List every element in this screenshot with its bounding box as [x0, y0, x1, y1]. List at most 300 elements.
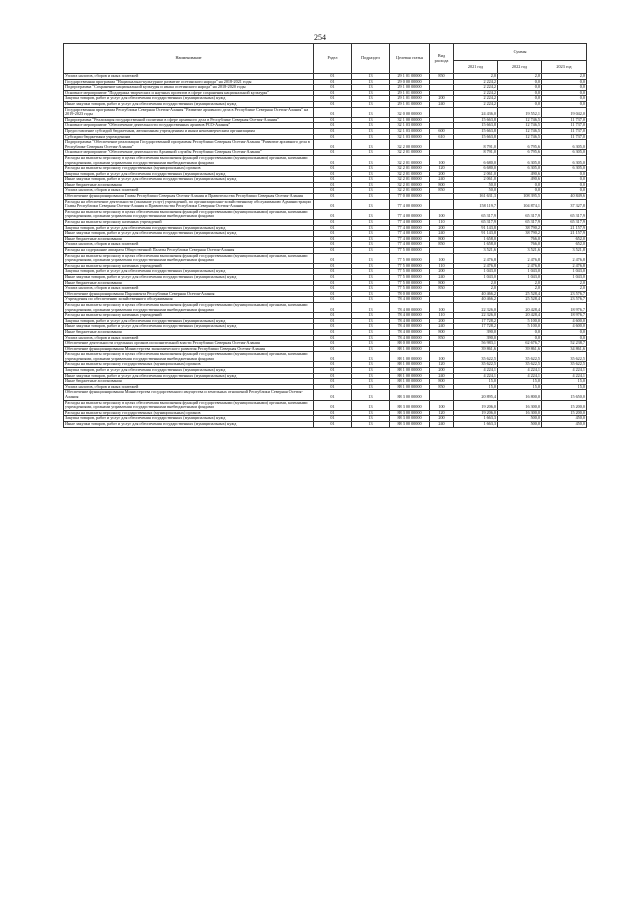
cell-section: 01 [314, 346, 352, 352]
cell-name: Уплата налогов, сборов и иных платежей [64, 242, 314, 248]
cell-target-article: 88 1 00 00000 [390, 373, 430, 379]
cell-expense-type: 200 [430, 171, 454, 177]
cell-subsection: 13 [352, 269, 390, 275]
cell-expense-type: 850 [430, 286, 454, 292]
cell-target-article: 77 0 00 00000 [390, 194, 430, 200]
cell-name: Государственная программа "Национально-культурное развитие осетинского народа" на 2018-2021 годы [64, 79, 314, 85]
cell-sum-2022: 500,0 [498, 416, 542, 422]
cell-name: Подпрограмма "Обеспечение реализации Государственной программы Республики Северная Осетия-Алания "Развитие архивного дела в Республике Северная Осетия-Алания" [64, 140, 314, 150]
cell-target-article: 88 0 00 00000 [390, 341, 430, 347]
cell-subsection: 13 [352, 329, 390, 335]
cell-section: 01 [314, 291, 352, 297]
cell-subsection: 13 [352, 286, 390, 292]
cell-section: 01 [314, 329, 352, 335]
cell-section: 01 [314, 362, 352, 368]
cell-sum-2023: 52 238,7 [542, 341, 587, 347]
cell-target-article: 77 4 00 00000 [390, 199, 430, 209]
cell-sum-2022: 3 521,6 [498, 248, 542, 254]
cell-target-article: 88 1 00 00000 [390, 368, 430, 374]
cell-section: 01 [314, 410, 352, 416]
cell-sum-2023: 40 849,6 [542, 194, 587, 200]
cell-subsection: 13 [352, 297, 390, 303]
cell-sum-2021: 1 043,0 [454, 269, 498, 275]
cell-sum-2022: 104 874,1 [498, 199, 542, 209]
cell-sum-2022: 6 795,6 [498, 150, 542, 156]
cell-sum-2022: 6 305,0 [498, 166, 542, 172]
cell-section: 01 [314, 90, 352, 96]
cell-sum-2022: 766,0 [498, 242, 542, 248]
cell-name: Субсидии бюджетным учреждениям [64, 134, 314, 140]
cell-subsection: 13 [352, 384, 390, 390]
cell-name: Расходы на содержание аппарата Общественной Палаты Республики Северная Осетия-Алания [64, 248, 314, 254]
cell-name: Расходы на выплаты персоналу казенных учреждений [64, 220, 314, 226]
cell-section: 01 [314, 107, 352, 117]
cell-name: Расходы на обеспечение деятельности (оказание услуг) учреждений, по организационно-хозяйственному обслуживанию Администрации Главы Республики Северная Осетия-Алания и Правительства Республики Северная Осетия-Алания [64, 199, 314, 209]
table-row [64, 422, 587, 428]
cell-sum-2023: 0,0 [542, 171, 587, 177]
cell-sum-2021: 15 663,8 [454, 128, 498, 134]
cell-sum-2021: 50,0 [454, 188, 498, 194]
cell-sum-2021: 91 143,8 [454, 231, 498, 237]
cell-sum-2023: 65 317,9 [542, 220, 587, 226]
table-row [64, 209, 587, 219]
cell-sum-2021: 2 224,2 [454, 101, 498, 107]
cell-sum-2022: 2 476,8 [498, 263, 542, 269]
cell-target-article: 77 5 00 00000 [390, 253, 430, 263]
cell-expense-type: 800 [430, 379, 454, 385]
cell-sum-2021: 35 622,5 [454, 352, 498, 362]
cell-expense-type: 600 [430, 128, 454, 134]
cell-target-article: 32 2 01 00000 [390, 177, 430, 183]
cell-subsection: 13 [352, 318, 390, 324]
cell-name: Закупка товаров, работ и услуг для обеспечения государственных (муниципальных) нужд [64, 368, 314, 374]
cell-sum-2022: 766,0 [498, 236, 542, 242]
cell-sum-2021: 2,0 [454, 74, 498, 80]
cell-subsection: 13 [352, 313, 390, 319]
cell-section: 01 [314, 416, 352, 422]
cell-name: Закупка товаров, работ и услуг для обеспечения государственных (муниципальных) нужд [64, 269, 314, 275]
cell-sum-2021: 2 061,0 [454, 177, 498, 183]
cell-name: Уплата налогов, сборов и иных платежей [64, 188, 314, 194]
cell-sum-2023: 0,0 [542, 79, 587, 85]
cell-sum-2023: 21 157,9 [542, 225, 587, 231]
cell-target-article: 32 2 01 00000 [390, 171, 430, 177]
page-number: 254 [314, 33, 326, 42]
cell-sum-2022: 15,0 [498, 384, 542, 390]
cell-expense-type: 850 [430, 188, 454, 194]
cell-subsection: 13 [352, 352, 390, 362]
cell-expense-type: 100 [430, 209, 454, 219]
cell-subsection: 13 [352, 107, 390, 117]
header-target-article: Целевая статья [390, 44, 430, 74]
cell-target-article: 29 1 01 00000 [390, 96, 430, 102]
cell-expense-type [430, 107, 454, 117]
cell-expense-type: 100 [430, 302, 454, 312]
cell-expense-type: 850 [430, 242, 454, 248]
header-expense-type: Вид расхода [430, 44, 454, 74]
cell-sum-2023: 23 576,7 [542, 297, 587, 303]
cell-section: 01 [314, 101, 352, 107]
cell-target-article: 29 1 01 00000 [390, 90, 430, 96]
cell-expense-type [430, 390, 454, 400]
cell-expense-type: 240 [430, 231, 454, 237]
cell-name: Иные закупки товаров, работ и услуг для обеспечения государственных (муниципальных) нужд [64, 274, 314, 280]
cell-target-article: 32 1 03 00000 [390, 123, 430, 129]
cell-sum-2023: 15 650,0 [542, 390, 587, 400]
cell-sum-2021: 2 224,2 [454, 90, 498, 96]
cell-sum-2022: 65 317,9 [498, 220, 542, 226]
cell-subsection: 13 [352, 128, 390, 134]
cell-section: 01 [314, 324, 352, 330]
cell-section: 01 [314, 263, 352, 269]
cell-target-article: 88 1 00 00000 [390, 362, 430, 368]
cell-expense-type: 800 [430, 182, 454, 188]
cell-sum-2022: 6 795,6 [498, 140, 542, 150]
cell-target-article: 29 1 01 00000 [390, 101, 430, 107]
cell-section: 01 [314, 117, 352, 123]
cell-name: Иные закупки товаров, работ и услуг для обеспечения государственных (муниципальных) нужд [64, 177, 314, 183]
cell-sum-2021: 8 791,0 [454, 140, 498, 150]
cell-section: 01 [314, 85, 352, 91]
cell-sum-2022: 35 622,5 [498, 362, 542, 368]
table-row [64, 155, 587, 165]
cell-sum-2021: 19 206,0 [454, 410, 498, 416]
cell-name: Уплата налогов, сборов и иных платежей [64, 384, 314, 390]
table-body [64, 74, 587, 428]
cell-name: Уплата налогов, сборов и иных платежей [64, 335, 314, 341]
cell-expense-type: 240 [430, 177, 454, 183]
cell-section: 01 [314, 140, 352, 150]
cell-target-article: 32 2 00 00000 [390, 140, 430, 150]
cell-sum-2021: 40 466,2 [454, 291, 498, 297]
cell-name: Закупка товаров, работ и услуг для обеспечения государственных (муниципальных) нужд [64, 171, 314, 177]
cell-target-article: 78 4 00 00000 [390, 313, 430, 319]
cell-subsection: 13 [352, 140, 390, 150]
cell-name: Иные бюджетные ассигнования [64, 182, 314, 188]
cell-subsection: 13 [352, 220, 390, 226]
cell-name: Иные закупки товаров, работ и услуг для обеспечения государственных (муниципальных) нужд [64, 231, 314, 237]
cell-sum-2023: 0,0 [542, 182, 587, 188]
cell-name: Закупка товаров, работ и услуг для обеспечения государственных (муниципальных) нужд [64, 318, 314, 324]
cell-sum-2023: 11 737,0 [542, 134, 587, 140]
cell-name: Учреждения по обеспечению хозяйственного обслуживания [64, 297, 314, 303]
cell-section: 01 [314, 297, 352, 303]
cell-sum-2021: 24 436,0 [454, 107, 498, 117]
cell-sum-2023: 4 224,1 [542, 368, 587, 374]
cell-subsection: 13 [352, 263, 390, 269]
cell-subsection: 13 [352, 123, 390, 129]
cell-sum-2023: 4 600,0 [542, 324, 587, 330]
cell-sum-2023: 3 521,8 [542, 248, 587, 254]
cell-sum-2023: 2,0 [542, 74, 587, 80]
cell-target-article: 32 2 01 00000 [390, 150, 430, 156]
cell-subsection: 13 [352, 346, 390, 352]
cell-sum-2023: 6 305,0 [542, 140, 587, 150]
cell-sum-2023: 19 042,0 [542, 107, 587, 117]
cell-sum-2023: 652,0 [542, 242, 587, 248]
cell-section: 01 [314, 225, 352, 231]
cell-sum-2023: 0,0 [542, 188, 587, 194]
header-year-2023: 2023 год [542, 61, 587, 74]
cell-sum-2021: 17 728,2 [454, 318, 498, 324]
cell-name: Основное мероприятие "Обеспечение деятельности Архивной службы Республики Северная Осетия-Алания" [64, 150, 314, 156]
cell-expense-type [430, 140, 454, 150]
cell-name: Уплата налогов, сборов и иных платежей [64, 74, 314, 80]
cell-section: 01 [314, 199, 352, 209]
header-year-2022: 2022 год [498, 61, 542, 74]
cell-subsection: 13 [352, 335, 390, 341]
table-row [64, 352, 587, 362]
cell-target-article: 32 1 00 00000 [390, 117, 430, 123]
cell-sum-2023: 0,0 [542, 96, 587, 102]
cell-expense-type: 200 [430, 318, 454, 324]
cell-sum-2021: 15,0 [454, 379, 498, 385]
cell-sum-2023: 6 305,0 [542, 166, 587, 172]
cell-section: 01 [314, 390, 352, 400]
cell-section: 01 [314, 194, 352, 200]
cell-sum-2021: 2 061,0 [454, 171, 498, 177]
cell-target-article: 32 2 01 00000 [390, 182, 430, 188]
cell-section: 01 [314, 274, 352, 280]
cell-section: 01 [314, 269, 352, 275]
cell-subsection: 13 [352, 177, 390, 183]
cell-name: Обеспечение функционирования Парламента Республики Северная Осетия-Алания [64, 291, 314, 297]
cell-section: 01 [314, 188, 352, 194]
cell-sum-2022: 25 528,4 [498, 291, 542, 297]
cell-sum-2022: 490,6 [498, 171, 542, 177]
cell-sum-2023: 0,0 [542, 335, 587, 341]
cell-subsection: 13 [352, 166, 390, 172]
cell-sum-2023: 11 737,0 [542, 117, 587, 123]
cell-target-article: 77 4 00 00000 [390, 242, 430, 248]
cell-section: 01 [314, 341, 352, 347]
cell-subsection: 13 [352, 368, 390, 374]
cell-sum-2023: 0,0 [542, 101, 587, 107]
cell-subsection: 13 [352, 248, 390, 254]
cell-sum-2021: 2 476,8 [454, 263, 498, 269]
cell-name: Обеспечение деятельности отдельных органов исполнительной власти Республики Северная Осетия-Алания [64, 341, 314, 347]
table-row [64, 400, 587, 410]
cell-sum-2023: 450,0 [542, 422, 587, 428]
cell-sum-2023: 11 737,0 [542, 128, 587, 134]
cell-sum-2022: 0,0 [498, 79, 542, 85]
cell-section: 01 [314, 236, 352, 242]
cell-expense-type: 200 [430, 269, 454, 275]
cell-target-article: 77 5 00 00000 [390, 280, 430, 286]
cell-section: 01 [314, 123, 352, 129]
cell-sum-2021: 1 663,3 [454, 422, 498, 428]
cell-section: 01 [314, 373, 352, 379]
table-row [64, 253, 587, 263]
cell-sum-2022: 12 746,5 [498, 128, 542, 134]
cell-section: 01 [314, 150, 352, 156]
cell-sum-2021: 4 224,1 [454, 368, 498, 374]
cell-target-article: 78 4 00 00000 [390, 329, 430, 335]
cell-subsection: 13 [352, 74, 390, 80]
cell-expense-type: 100 [430, 352, 454, 362]
cell-sum-2022: 16 300,0 [498, 400, 542, 410]
cell-sum-2021: 15,0 [454, 384, 498, 390]
cell-subsection: 13 [352, 101, 390, 107]
cell-target-article: 32 2 01 00000 [390, 155, 430, 165]
cell-name: Уплата налогов, сборов и иных платежей [64, 286, 314, 292]
cell-target-article: 32 1 03 00000 [390, 128, 430, 134]
cell-sum-2023: 0,0 [542, 90, 587, 96]
cell-sum-2022: 12 746,5 [498, 117, 542, 123]
cell-sum-2023: 1 043,0 [542, 274, 587, 280]
cell-name: Иные бюджетные ассигнования [64, 379, 314, 385]
cell-sum-2022: 25 528,4 [498, 297, 542, 303]
cell-sum-2022: 38 790,2 [498, 231, 542, 237]
cell-section: 01 [314, 368, 352, 374]
cell-sum-2021: 1 658,0 [454, 236, 498, 242]
cell-section: 01 [314, 400, 352, 410]
cell-sum-2021: 1 043,0 [454, 274, 498, 280]
cell-subsection: 13 [352, 199, 390, 209]
cell-sum-2022: 12 746,5 [498, 134, 542, 140]
cell-expense-type: 240 [430, 274, 454, 280]
cell-target-article: 88 3 00 00000 [390, 400, 430, 410]
cell-sum-2021: 22 326,0 [454, 313, 498, 319]
cell-sum-2021: 4 224,1 [454, 373, 498, 379]
cell-expense-type: 240 [430, 101, 454, 107]
cell-sum-2021: 22 326,0 [454, 302, 498, 312]
cell-sum-2021: 1 658,0 [454, 242, 498, 248]
cell-section: 01 [314, 422, 352, 428]
cell-name: Расходы на выплаты персоналу казенных учреждений [64, 313, 314, 319]
cell-section: 01 [314, 379, 352, 385]
cell-expense-type: 200 [430, 96, 454, 102]
cell-expense-type: 850 [430, 74, 454, 80]
cell-sum-2021: 56 983,1 [454, 341, 498, 347]
cell-sum-2022: 5 100,0 [498, 324, 542, 330]
cell-sum-2021: 91 143,8 [454, 225, 498, 231]
cell-target-article: 77 5 00 00000 [390, 263, 430, 269]
cell-sum-2023: 2 476,8 [542, 253, 587, 263]
table-row [64, 199, 587, 209]
cell-sum-2023: 37 327,8 [542, 199, 587, 209]
cell-sum-2022: 0,0 [498, 329, 542, 335]
header-section: Рздел [314, 44, 352, 74]
cell-sum-2023: 450,0 [542, 416, 587, 422]
cell-sum-2021: 17 728,2 [454, 324, 498, 330]
cell-subsection: 13 [352, 155, 390, 165]
cell-sum-2021: 15 663,8 [454, 134, 498, 140]
cell-sum-2021: 15 663,8 [454, 117, 498, 123]
cell-target-article: 88 3 00 00000 [390, 390, 430, 400]
cell-subsection: 13 [352, 280, 390, 286]
cell-sum-2021: 39 861,6 [454, 346, 498, 352]
cell-sum-2023: 4 600,0 [542, 318, 587, 324]
cell-target-article: 88 3 00 00000 [390, 422, 430, 428]
cell-name: Иные закупки товаров, работ и услуг для обеспечения государственных (муниципальных) нужд [64, 324, 314, 330]
cell-expense-type [430, 199, 454, 209]
cell-expense-type: 850 [430, 384, 454, 390]
cell-sum-2023: 11 737,0 [542, 123, 587, 129]
cell-subsection: 13 [352, 302, 390, 312]
cell-section: 01 [314, 209, 352, 219]
cell-target-article: 78 4 00 00000 [390, 324, 430, 330]
cell-sum-2023: 2 476,8 [542, 263, 587, 269]
cell-sum-2021: 6 680,0 [454, 155, 498, 165]
cell-subsection: 13 [352, 236, 390, 242]
cell-target-article: 77 4 00 00000 [390, 225, 430, 231]
cell-sum-2023: 6 305,0 [542, 155, 587, 165]
cell-sum-2022: 0,0 [498, 101, 542, 107]
cell-name: Закупка товаров, работ и услуг для обеспечения государственных (муниципальных) нужд [64, 416, 314, 422]
cell-sum-2023: 15 200,0 [542, 400, 587, 410]
cell-name: Подпрограмма "Реализация государственной политики в сфере архивного дела в Республике Северная Осетия-Алания" [64, 117, 314, 123]
cell-subsection: 13 [352, 85, 390, 91]
cell-sum-2023: 15,0 [542, 379, 587, 385]
cell-name: Подпрограмма "Сохранение национальной культуры и языка осетинского народа" на 2018-2020 годы [64, 85, 314, 91]
cell-sum-2022: 20 428,4 [498, 302, 542, 312]
cell-sum-2021: 2,0 [454, 286, 498, 292]
cell-target-article: 78 4 00 00000 [390, 297, 430, 303]
cell-sum-2021: 2 224,2 [454, 79, 498, 85]
cell-section: 01 [314, 302, 352, 312]
cell-sum-2022: 65 317,9 [498, 209, 542, 219]
cell-section: 01 [314, 155, 352, 165]
cell-target-article: 77 5 00 00000 [390, 286, 430, 292]
cell-target-article: 29 1 01 00000 [390, 74, 430, 80]
cell-name: Закупка товаров, работ и услуг для обеспечения государственных (муниципальных) нужд [64, 225, 314, 231]
cell-sum-2022: 62 676,7 [498, 341, 542, 347]
cell-target-article: 77 4 00 00000 [390, 209, 430, 219]
cell-sum-2023: 65 317,9 [542, 209, 587, 219]
cell-sum-2022: 6 305,0 [498, 155, 542, 165]
cell-expense-type: 120 [430, 166, 454, 172]
cell-subsection: 13 [352, 379, 390, 385]
cell-target-article: 88 3 00 00000 [390, 416, 430, 422]
cell-target-article: 88 1 00 00000 [390, 384, 430, 390]
cell-name: Расходы на выплаты персоналу казенных учреждений [64, 263, 314, 269]
cell-name: Обеспечение функционирования Министерства государственного имущества и земельных отношений Республики Северная Осетия-Алания [64, 390, 314, 400]
cell-name: Расходы на выплаты персоналу государственных (муниципальных) органов [64, 166, 314, 172]
cell-sum-2021: 1 663,3 [454, 416, 498, 422]
cell-sum-2023: 21 157,9 [542, 231, 587, 237]
cell-subsection: 13 [352, 291, 390, 297]
cell-name: Обеспечение функционирования Главы Республики Северная Осетия-Алания и Правительства Республики Северная Осетия-Алания [64, 194, 314, 200]
cell-sum-2022: 20 428,4 [498, 313, 542, 319]
cell-target-article: 78 4 00 00000 [390, 302, 430, 312]
cell-expense-type: 800 [430, 329, 454, 335]
cell-section: 01 [314, 313, 352, 319]
cell-sum-2021: 2 224,2 [454, 96, 498, 102]
cell-sum-2023: 1 043,0 [542, 269, 587, 275]
cell-subsection: 13 [352, 171, 390, 177]
cell-sum-2022: 0,0 [498, 188, 542, 194]
cell-subsection: 13 [352, 150, 390, 156]
cell-subsection: 13 [352, 422, 390, 428]
cell-subsection: 13 [352, 390, 390, 400]
cell-sum-2021: 161 631,3 [454, 194, 498, 200]
cell-subsection: 13 [352, 182, 390, 188]
cell-expense-type: 110 [430, 263, 454, 269]
budget-table [63, 43, 587, 428]
cell-name: Государственная программа Республики Северная Осетия-Алания "Развитие архивного дела в Республике Северная Осетия-Алания" на 2019-2023 годы [64, 107, 314, 117]
cell-expense-type: 240 [430, 324, 454, 330]
header-name: Наименование [64, 44, 314, 74]
cell-sum-2022: 0,0 [498, 96, 542, 102]
cell-sum-2022: 4 224,1 [498, 368, 542, 374]
cell-name: Обеспечение функционирования Министерства экономического развития Республики Северная Осетия-Алания [64, 346, 314, 352]
cell-subsection: 13 [352, 188, 390, 194]
cell-target-article: 88 3 00 00000 [390, 410, 430, 416]
cell-section: 01 [314, 171, 352, 177]
cell-target-article: 77 4 00 00000 [390, 236, 430, 242]
cell-name: Иные бюджетные ассигнования [64, 280, 314, 286]
